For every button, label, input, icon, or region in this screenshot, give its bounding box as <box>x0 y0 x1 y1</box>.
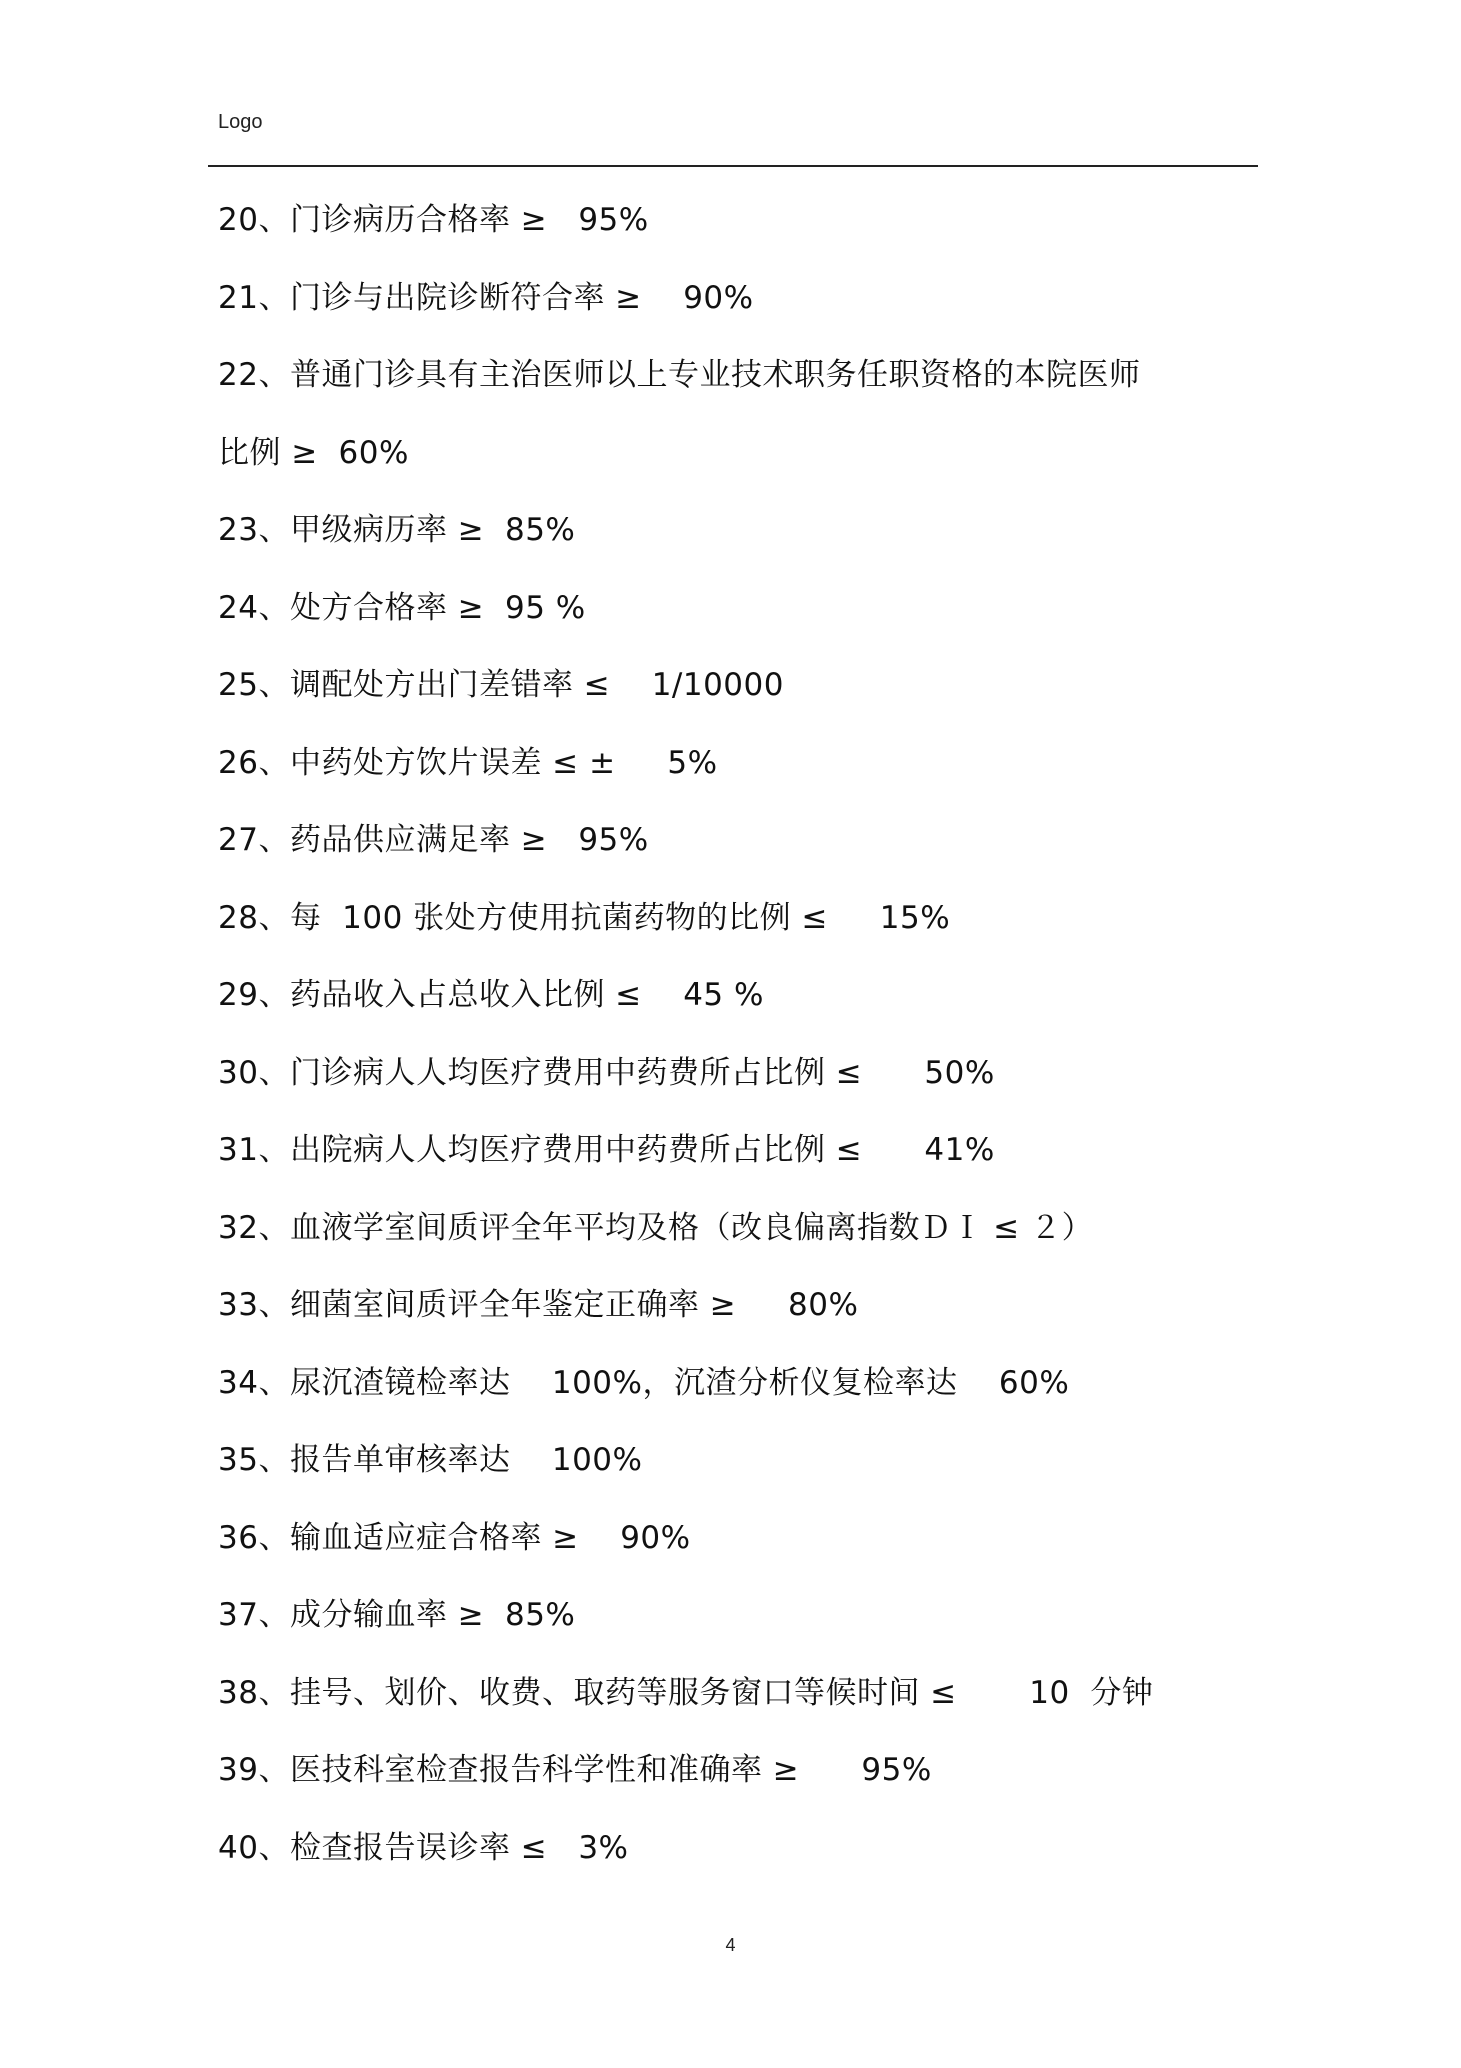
list-item: 33、细菌室间质评全年鉴定正确率 ≥ 80% <box>218 1287 859 1323</box>
list-item: 24、处方合格率 ≥ 95 % <box>218 589 586 626</box>
list-item-continuation: 比例 ≥ 60% <box>218 434 409 471</box>
list-item: 39、医技科室检查报告科学性和准确率 ≥ 95% <box>218 1752 932 1788</box>
header-logo-text: Logo <box>218 111 263 133</box>
list-item: 27、药品供应满足率 ≥ 95% <box>218 822 649 858</box>
header-divider <box>208 165 1258 167</box>
list-item: 37、成分输血率 ≥ 85% <box>218 1597 576 1633</box>
indicator-list <box>218 196 1258 1901</box>
list-item: 32、血液学室间质评全年平均及格（改良偏离指数ＤＩ ≤ ２） <box>218 1209 1094 1246</box>
list-item: 36、输血适应症合格率 ≥ 90% <box>218 1519 691 1556</box>
list-item: 23、甲级病历率 ≥ 85% <box>218 512 576 548</box>
list-item: 25、调配处方出门差错率 ≤ 1/10000 <box>218 667 784 703</box>
list-item: 20、门诊病历合格率 ≥ 95% <box>218 202 649 238</box>
list-item: 21、门诊与出院诊断符合率 ≥ 90% <box>218 279 754 316</box>
list-item: 22、普通门诊具有主治医师以上专业技术职务任职资格的本院医师 <box>218 357 1141 393</box>
list-item: 38、挂号、划价、收费、取药等服务窗口等候时间 ≤ 10 分钟 <box>218 1674 1154 1711</box>
list-item: 40、检查报告误诊率 ≤ 3% <box>218 1829 629 1866</box>
list-item: 29、药品收入占总收入比例 ≤ 45 % <box>218 977 764 1013</box>
page-number: 4 <box>725 1935 736 1955</box>
list-item: 28、每 100 张处方使用抗菌药物的比例 ≤ 15% <box>218 899 951 936</box>
list-item: 34、尿沉渣镜检率达 100%，沉渣分析仪复检率达 60% <box>218 1364 1070 1401</box>
list-item: 26、中药处方饮片误差 ≤ ± 5% <box>218 744 718 781</box>
list-item: 31、出院病人人均医疗费用中药费所占比例 ≤ 41% <box>218 1132 995 1168</box>
list-item: 30、门诊病人人均医疗费用中药费所占比例 ≤ 50% <box>218 1054 995 1091</box>
list-item: 35、报告单审核率达 100% <box>218 1442 643 1478</box>
